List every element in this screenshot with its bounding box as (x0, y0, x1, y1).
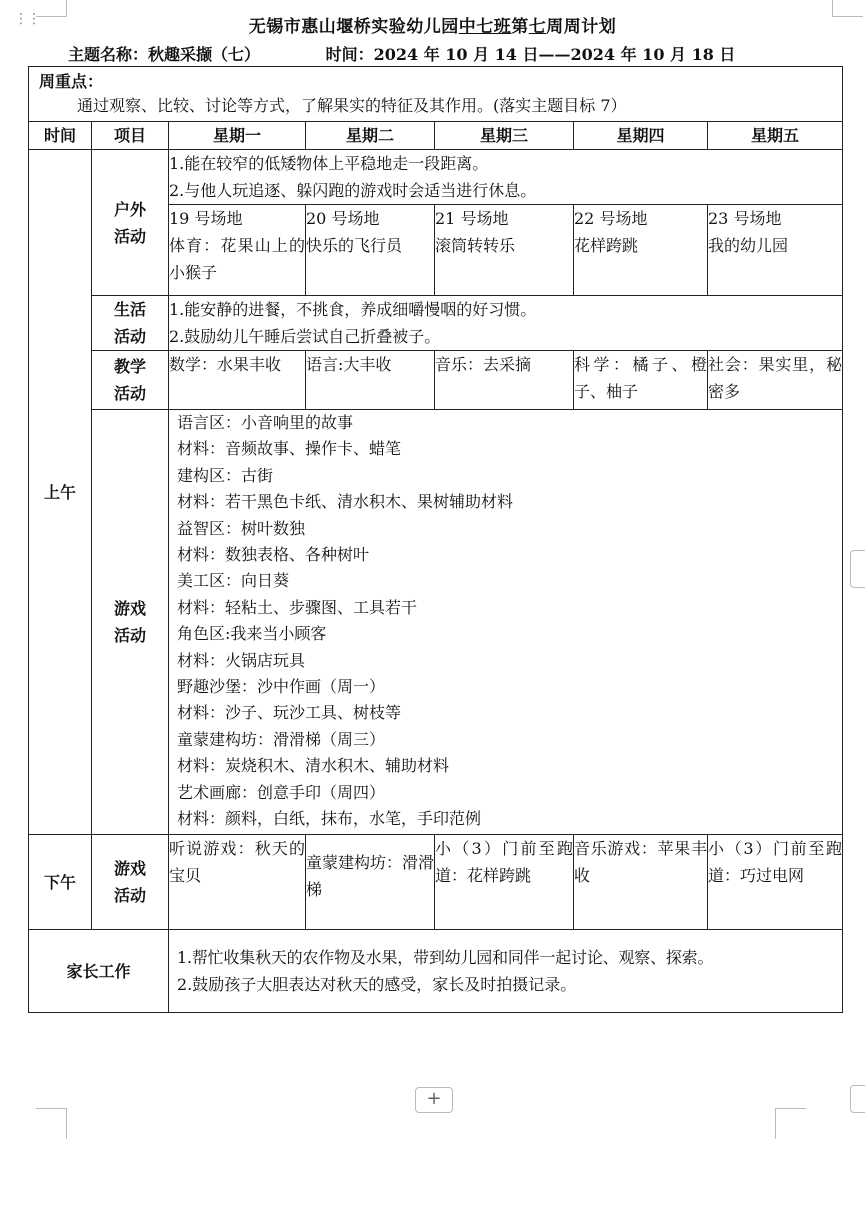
date-range: 时间：2024 年 10 月 14 日——2024 年 10 月 18 日 (325, 45, 736, 64)
outdoor-tuesday (306, 205, 435, 296)
teaching-monday: 数学：水果丰收 (169, 351, 306, 410)
games-line: 材料：若干黑色卡纸、清水积木、果树辅助材料 (177, 492, 514, 512)
games-line: 材料：炭烧积木、清水积木、辅助材料 (177, 756, 450, 776)
games-line: 材料：轻粘土、步骤图、工具若干 (177, 597, 418, 617)
games-line: 材料：火锅店玩具 (177, 650, 306, 670)
afternoon-games-label (92, 835, 169, 930)
side-plus-icon[interactable] (850, 550, 865, 588)
outdoor-wednesday (435, 205, 574, 296)
header-tuesday: 星期二 (306, 122, 435, 150)
crop-mark-bottom-left (36, 1108, 67, 1139)
outdoor-friday (708, 205, 843, 296)
afternoon-label: 下午 (29, 835, 92, 930)
teaching-label-line1: 教学 (113, 357, 146, 376)
outdoor-label-line2: 活动 (113, 226, 146, 246)
games-line: 材料：颜料，白纸，抹布，水笔，手印范例 (177, 809, 482, 829)
header-item: 项目 (92, 122, 169, 150)
games-line: 材料：沙子、玩沙工具、树枝等 (177, 703, 402, 723)
games-line: 角色区:我来当小顾客 (177, 624, 327, 644)
teaching-label-line2: 活动 (113, 384, 146, 403)
life-row (29, 296, 843, 351)
corner-plus-icon[interactable] (850, 1085, 865, 1113)
outdoor-label (92, 150, 169, 296)
title-school: 无锡市惠山堰桥实验幼儿园 (248, 17, 459, 37)
games-line: 艺术画廊：创意手印（周四） (177, 782, 386, 802)
afternoon-games-label-line1: 游戏 (113, 859, 146, 878)
theme-name: 主题名称：秋趣采撷（七） (68, 45, 261, 64)
focus-cell (29, 67, 843, 122)
outdoor-goal-1: 1.能在较窄的低矮物体上平稳地走一段距离。 (169, 154, 489, 173)
afternoon-row (29, 835, 843, 930)
header-friday: 星期五 (708, 122, 843, 150)
afternoon-monday: 听说游戏：秋天的宝贝 (169, 835, 306, 930)
outdoor-goal-2: 2.与他人玩追逐、躲闪跑的游戏时会适当进行休息。 (169, 181, 537, 200)
morning-label: 上午 (29, 150, 92, 835)
focus-row (29, 67, 843, 122)
outdoor-activity: 滚筒转转乐 (435, 236, 516, 255)
header-row (29, 122, 843, 150)
header-thursday: 星期四 (574, 122, 708, 150)
outdoor-activity: 花样跨跳 (574, 236, 639, 255)
life-label-line1: 生活 (113, 300, 146, 319)
afternoon-tuesday: 童蒙建构坊：滑滑梯 (306, 835, 435, 930)
games-line: 美工区：向日葵 (177, 571, 290, 591)
focus-text: 通过观察、比较、讨论等方式，了解果实的特征及其作用。(落实主题目标 7） (77, 96, 627, 115)
teaching-thursday: 科学：橘子、橙子、柚子 (574, 351, 708, 410)
parents-line-2: 2.鼓励孩子大胆表达对秋天的感受，家长及时拍摄记录。 (177, 975, 577, 994)
games-row (29, 410, 843, 835)
page-title (0, 12, 865, 37)
teaching-label (92, 351, 169, 410)
teaching-friday: 社会：果实里，秘密多 (708, 351, 843, 410)
games-line: 语言区：小音响里的故事 (177, 413, 354, 432)
life-label-line2: 活动 (113, 327, 146, 346)
games-line: 益智区：树叶数独 (177, 518, 306, 538)
games-line: 材料：音频故事、操作卡、蜡笔 (177, 439, 402, 459)
outdoor-activity: 我的幼儿园 (708, 236, 789, 255)
outdoor-site: 23 号场地 (708, 209, 782, 228)
games-label-line1: 游戏 (113, 599, 146, 618)
games-line: 童蒙建构坊：滑滑梯（周三） (177, 729, 386, 749)
outdoor-site: 21 号场地 (435, 209, 509, 228)
outdoor-goals-row (29, 150, 843, 205)
header-monday: 星期一 (169, 122, 306, 150)
focus-label: 周重点： (39, 72, 104, 91)
outdoor-label-line1: 户外 (113, 199, 146, 219)
games-content (169, 410, 843, 835)
afternoon-friday: 小（3）门前至跑道：巧过电网 (708, 835, 843, 930)
teaching-wednesday: 音乐：去采摘 (435, 351, 574, 410)
afternoon-games-label-line2: 活动 (113, 886, 146, 905)
parents-content (169, 930, 843, 1013)
outdoor-goals (169, 150, 843, 205)
outdoor-activity: 快乐的飞行员 (306, 236, 403, 255)
crop-mark-bottom-right (775, 1108, 806, 1139)
title-week-number: 七 (528, 17, 547, 37)
outdoor-thursday (574, 205, 708, 296)
games-line: 材料：数独表格、各种树叶 (177, 545, 370, 565)
parents-line-1: 1.帮忙收集秋天的农作物及水果，带到幼儿园和同伴一起讨论、观察、探索。 (177, 948, 714, 967)
add-row-plus-icon[interactable]: + (415, 1087, 453, 1113)
outdoor-site: 19 号场地 (169, 209, 243, 228)
outdoor-site: 20 号场地 (306, 209, 380, 228)
afternoon-thursday: 音乐游戏：苹果丰收 (574, 835, 708, 930)
life-goal-1: 1.能安静的进餐，不挑食，养成细嚼慢咽的好习惯。 (169, 300, 537, 319)
parents-row (29, 930, 843, 1013)
teaching-row (29, 351, 843, 410)
parents-label: 家长工作 (29, 930, 169, 1013)
games-label (92, 410, 169, 835)
outdoor-monday (169, 205, 306, 296)
title-class: 中七班 (458, 17, 512, 37)
life-goal-2: 2.鼓励幼儿午睡后尝试自己折叠被子。 (169, 327, 441, 346)
games-line: 野趣沙堡：沙中作画（周一） (177, 677, 386, 697)
afternoon-wednesday: 小（3）门前至跑道：花样跨跳 (435, 835, 574, 930)
header-time: 时间 (29, 122, 92, 150)
header-wednesday: 星期三 (435, 122, 574, 150)
life-label (92, 296, 169, 351)
outdoor-site: 22 号场地 (574, 209, 648, 228)
subtitle (68, 42, 735, 65)
teaching-tuesday: 语言:大丰收 (306, 351, 435, 410)
outdoor-activity: 体育：花果山上的小猴子 (169, 236, 305, 282)
title-di: 第 (511, 17, 529, 37)
games-label-line2: 活动 (113, 626, 146, 645)
life-goals (169, 296, 843, 351)
games-line: 建构区：古街 (177, 465, 274, 485)
drag-handle-icon[interactable]: ⋮⋮ (14, 11, 40, 27)
title-suffix: 周周计划 (546, 17, 617, 37)
weekly-plan-table (28, 66, 843, 1013)
